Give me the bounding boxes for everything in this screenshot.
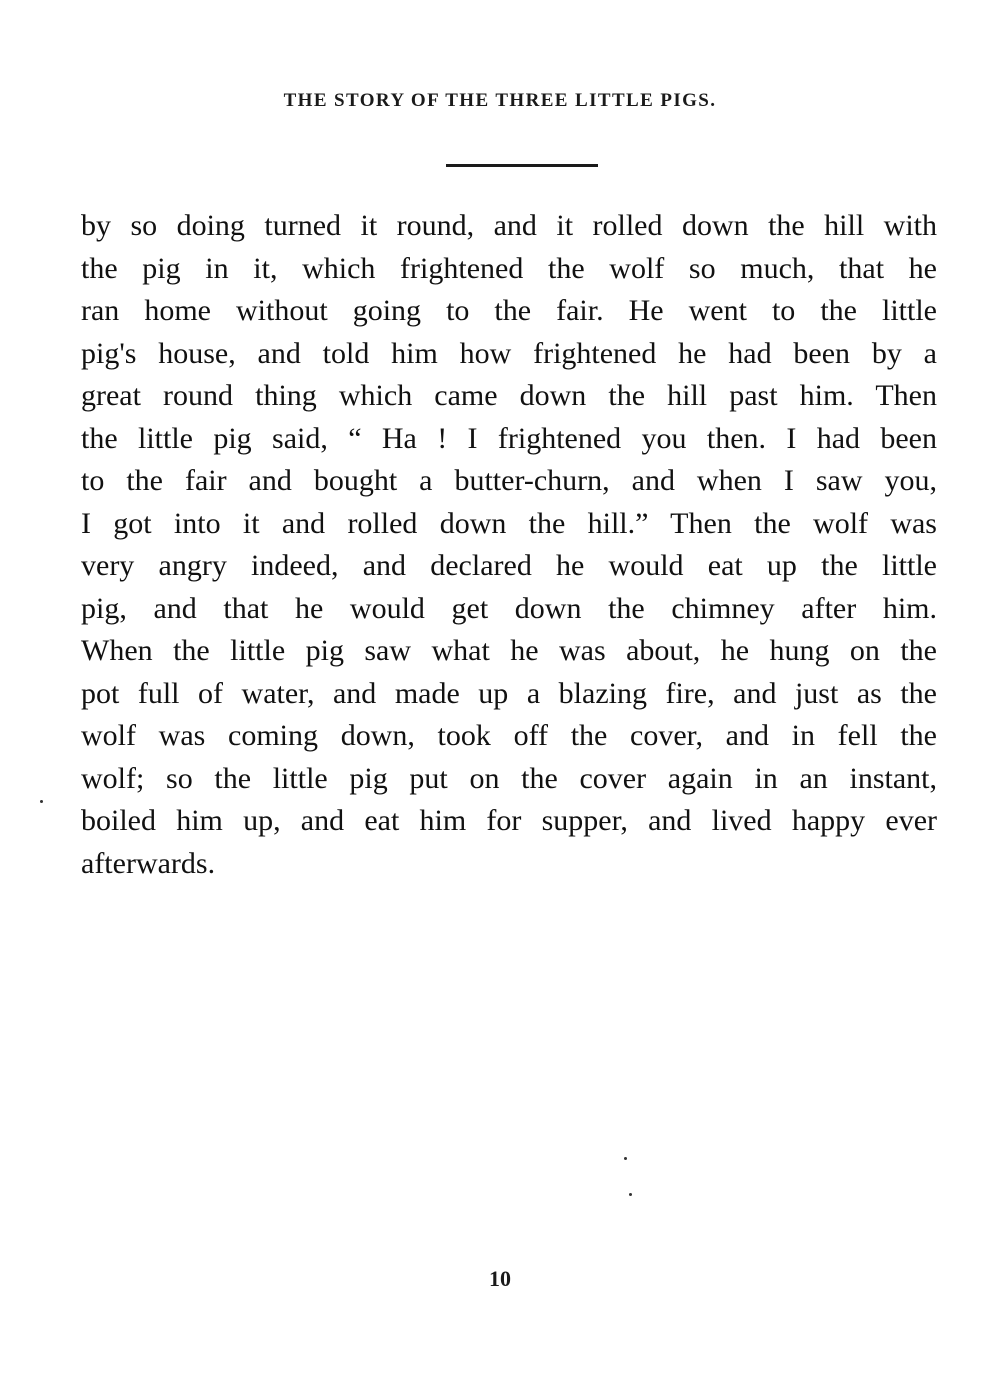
text-line: I got into it and rolled down the hill.” Then the wolf was (81, 506, 937, 540)
print-speck (40, 800, 43, 803)
text-line: pig's house, and told him how frightened he had been by a (81, 336, 937, 370)
text-line: wolf; so the little pig put on the cover again in an instant, (81, 761, 937, 795)
text-line: by so doing turned it round, and it rolled down the hill with (81, 209, 937, 242)
text-line: pot full of water, and made up a blazing fire, and just as the (81, 676, 937, 710)
text-line: boiled him up, and eat him for supper, and lived happy ever (81, 804, 937, 837)
running-head: THE STORY OF THE THREE LITTLE PIGS. (283, 90, 717, 111)
print-speck (629, 1193, 632, 1196)
text-line: afterwards. (81, 846, 216, 880)
text-line: wolf was coming down, took off the cover, and in fell the (81, 719, 937, 752)
text-line: to the fair and bought a butter-churn, and when I saw you, (81, 464, 937, 497)
text-line: the pig in it, which frightened the wolf so much, that he (81, 251, 937, 285)
text-line: When the little pig saw what he was about, he hung on the (81, 634, 937, 667)
print-speck (624, 1157, 627, 1160)
text-line: very angry indeed, and declared he would eat up the little (81, 549, 937, 582)
page-number: 10 (489, 1266, 511, 1291)
text-line: ran home without going to the fair. He went to the little (81, 294, 937, 327)
header-rule (446, 164, 598, 167)
text-line: the little pig said, “ Ha ! I frightened you then. I had been (81, 421, 937, 455)
text-line: great round thing which came down the hill past him. Then (81, 379, 937, 412)
text-line: pig, and that he would get down the chimney after him. (81, 591, 937, 625)
body-text (81, 205, 937, 885)
